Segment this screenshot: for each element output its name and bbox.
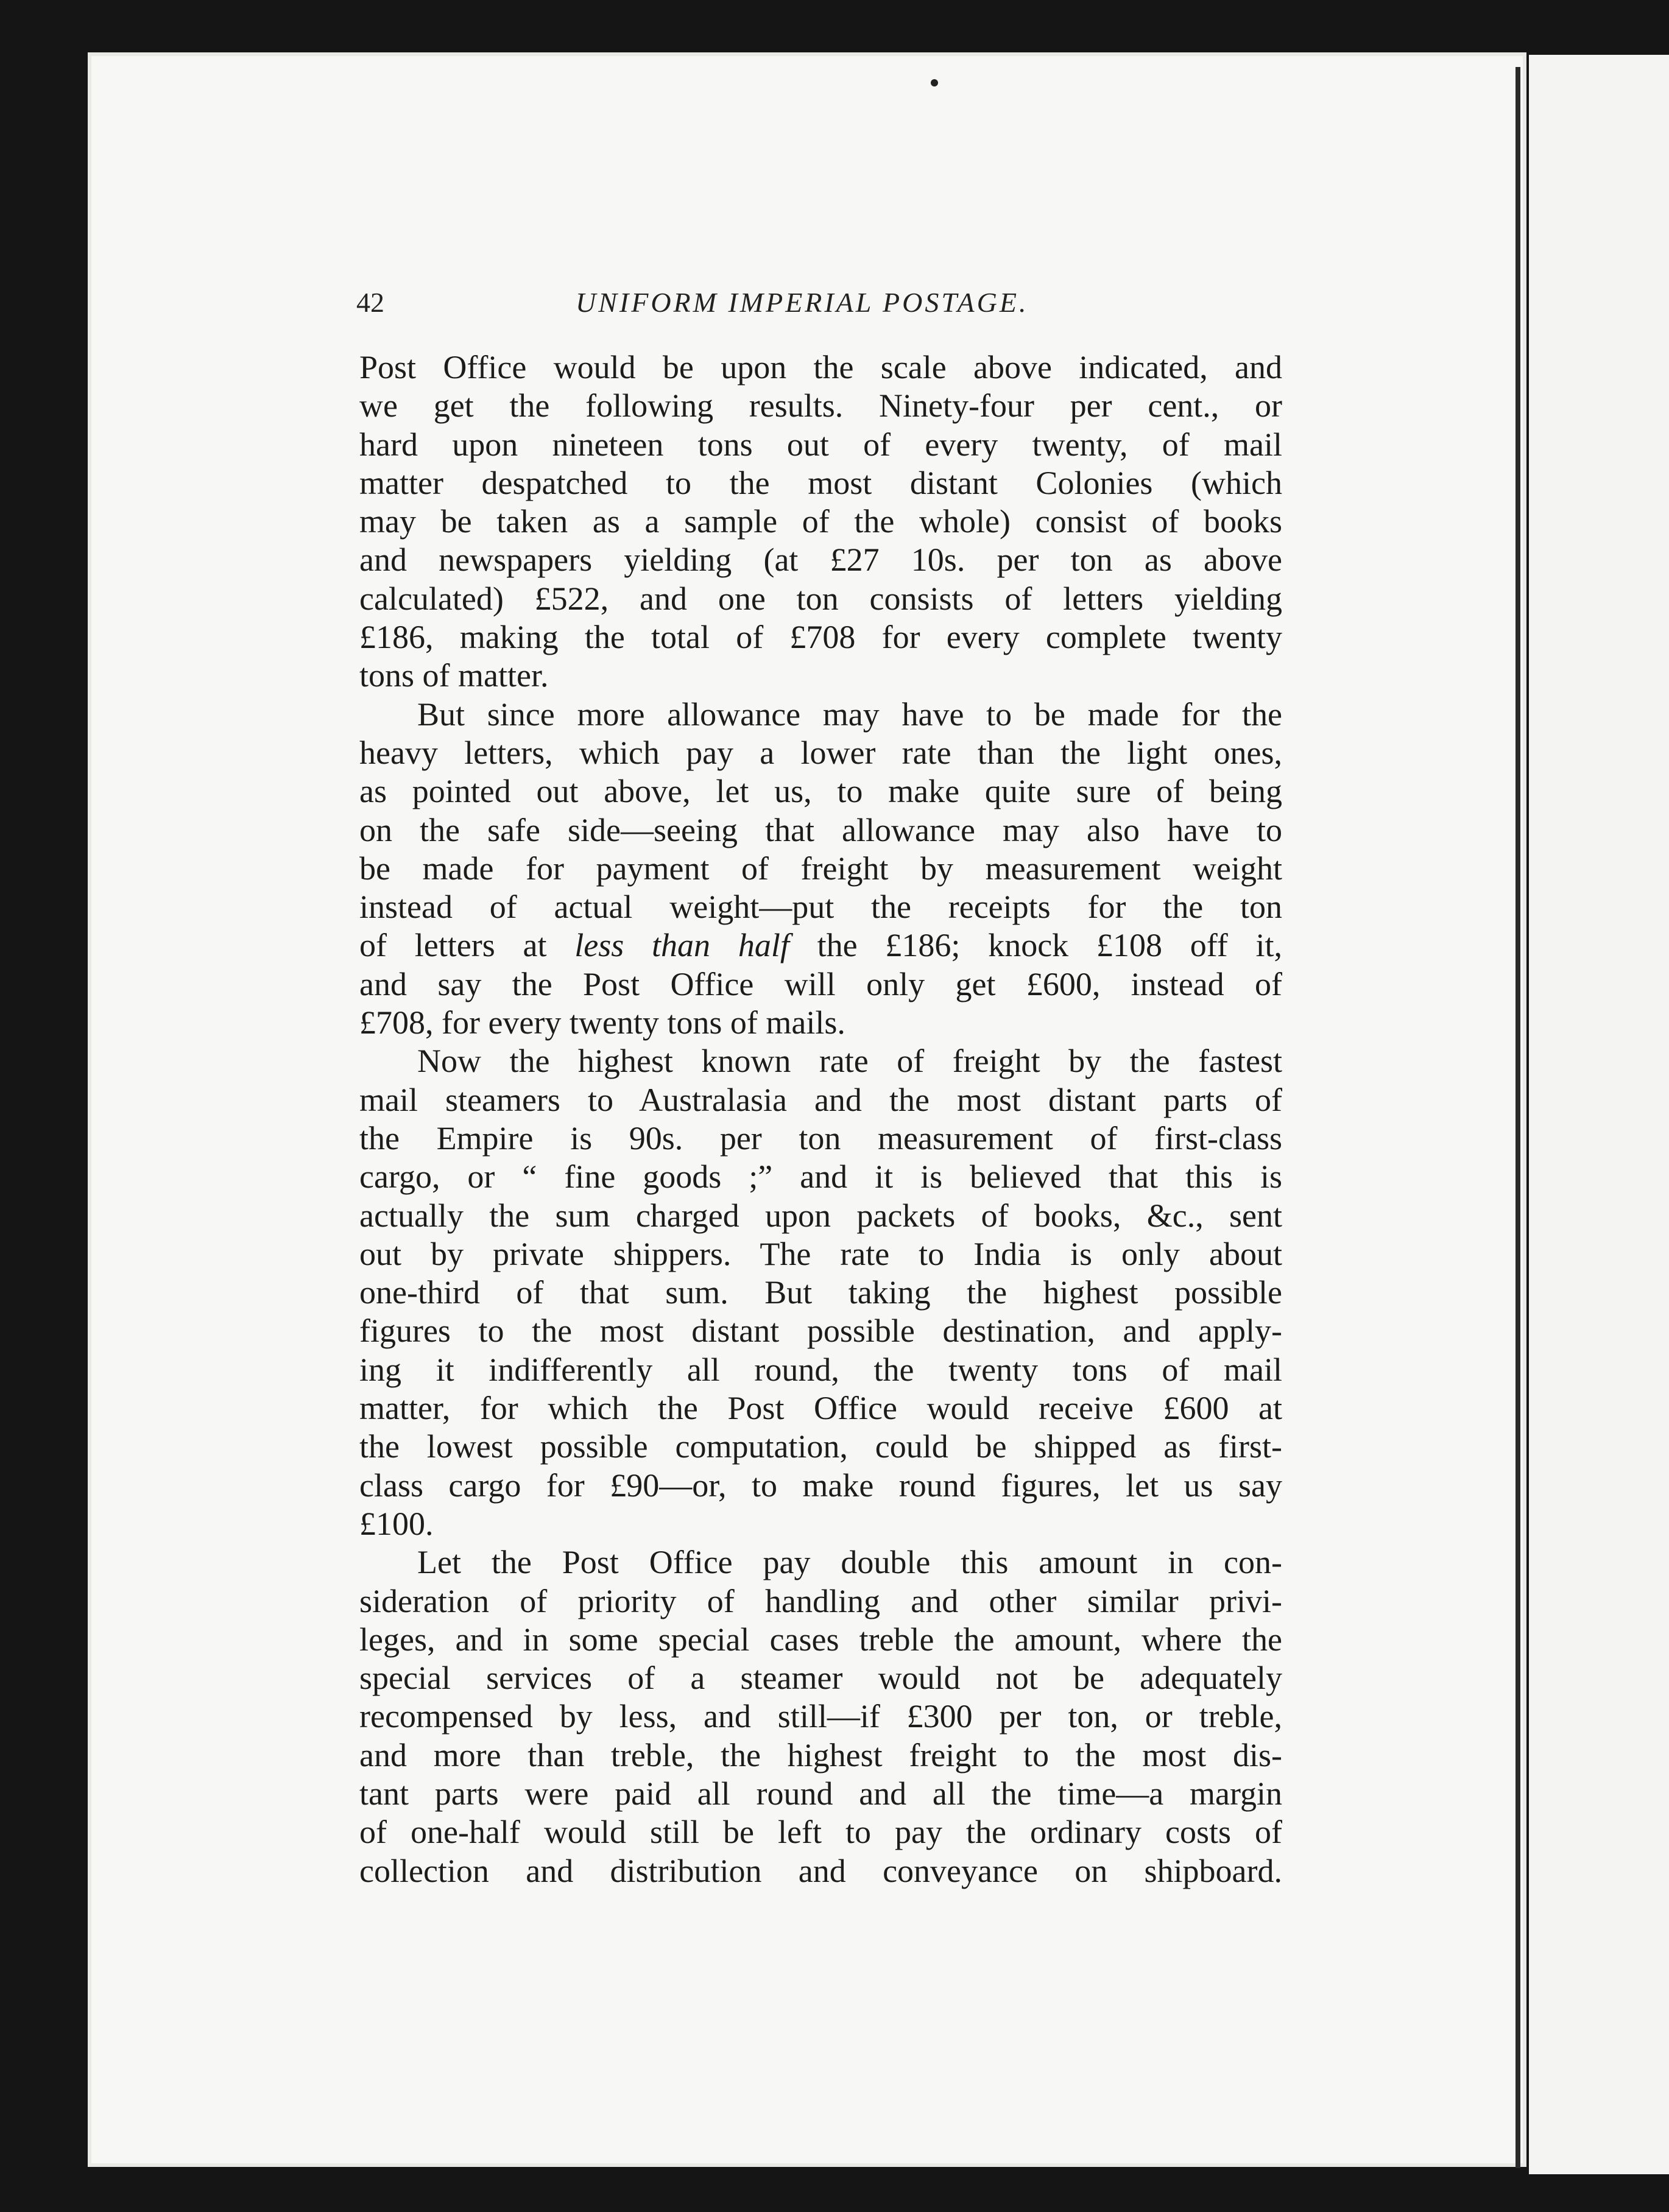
text-fragment: of letters at bbox=[359, 927, 547, 964]
ink-speck bbox=[931, 79, 938, 86]
text-line: the lowest possible computation, could be shipped as first- bbox=[359, 1428, 1282, 1465]
text-line: special services of a steamer would not be adequately bbox=[359, 1660, 1282, 1697]
text-line: as pointed out above, let us, to make quite sure of being bbox=[359, 773, 1282, 810]
page-gutter-line bbox=[1516, 67, 1520, 2168]
text-line: mail steamers to Australasia and the most distant parts of bbox=[359, 1081, 1282, 1118]
text-line: hard upon nineteen tons out of every twenty, of mail bbox=[359, 426, 1282, 463]
text-line: and newspapers yielding (at £27 10s. per ton as above bbox=[359, 541, 1282, 579]
text-line: sideration of priority of handling and other similar privi- bbox=[359, 1582, 1282, 1619]
text-line: matter despatched to the most distant Colonies (which bbox=[359, 464, 1282, 501]
text-line: of one-half would still be left to pay the ordinary costs of bbox=[359, 1814, 1282, 1851]
text-line: out by private shippers. The rate to India is only about bbox=[359, 1235, 1282, 1272]
text-line: actually the sum charged upon packets of books, &c., sent bbox=[359, 1197, 1282, 1234]
body-text bbox=[359, 348, 1282, 1890]
text-line: may be taken as a sample of the whole) consist of books bbox=[359, 503, 1282, 540]
text-line: £186, making the total of £708 for every complete twenty bbox=[359, 619, 1282, 656]
text-line: on the safe side—seeing that allowance may also have to bbox=[359, 811, 1282, 848]
text-line: Let the Post Office pay double this amount in con- bbox=[417, 1544, 1282, 1581]
text-fragment: the £186; knock £108 off it, bbox=[817, 927, 1283, 964]
text-line: one-third of that sum. But taking the highest possible bbox=[359, 1274, 1282, 1311]
text-line: heavy letters, which pay a lower rate than the light ones, bbox=[359, 734, 1282, 771]
text-line: £708, for every twenty tons of mails. bbox=[359, 1004, 845, 1041]
text-line: class cargo for £90—or, to make round figures, let us say bbox=[359, 1467, 1282, 1504]
italic-phrase: less than half bbox=[574, 927, 789, 964]
text-line: But since more allowance may have to be made for the bbox=[417, 696, 1282, 733]
text-line: we get the following results. Ninety-four per cent., or bbox=[359, 387, 1282, 424]
text-line: and more than treble, the highest freight to the most dis- bbox=[359, 1736, 1282, 1773]
page-header bbox=[356, 286, 1282, 329]
text-line-with-italic bbox=[359, 926, 1282, 965]
text-line: recompensed by less, and still—if £300 per ton, or treble, bbox=[359, 1698, 1282, 1735]
text-line: £100. bbox=[359, 1505, 434, 1542]
text-line: tons of matter. bbox=[359, 657, 549, 694]
paragraph-3 bbox=[359, 1042, 1282, 1543]
text-line: figures to the most distant possible destination, and apply- bbox=[359, 1312, 1282, 1350]
text-line: the Empire is 90s. per ton measurement of first-class bbox=[359, 1119, 1282, 1157]
adjacent-page-edge bbox=[1529, 55, 1669, 2174]
page-number: 42 bbox=[356, 287, 384, 318]
text-line: Now the highest known rate of freight by the fastest bbox=[417, 1043, 1282, 1080]
text-line: collection and distribution and conveyance on shipboard. bbox=[359, 1852, 1282, 1889]
text-line: ing it indifferently all round, the twenty tons of mail bbox=[359, 1351, 1282, 1388]
text-line: tant parts were paid all round and all the time—a margin bbox=[359, 1775, 1282, 1812]
paragraph-1 bbox=[359, 348, 1282, 696]
text-line: Post Office would be upon the scale above indicated, and bbox=[359, 349, 1282, 386]
text-line: matter, for which the Post Office would receive £600 at bbox=[359, 1390, 1282, 1427]
text-line: and say the Post Office will only get £600, instead of bbox=[359, 965, 1282, 1002]
running-head: UNIFORM IMPERIAL POSTAGE. bbox=[576, 287, 1029, 318]
paragraph-2 bbox=[359, 696, 1282, 1043]
text-line: cargo, or “ fine goods ;” and it is believed that this is bbox=[359, 1158, 1282, 1196]
text-line: calculated) £522, and one ton consists of letters yielding bbox=[359, 580, 1282, 617]
text-line: instead of actual weight—put the receipts for the ton bbox=[359, 889, 1282, 926]
paragraph-4 bbox=[359, 1543, 1282, 1890]
text-line: be made for payment of freight by measurement weight bbox=[359, 850, 1282, 887]
text-line: leges, and in some special cases treble the amount, where the bbox=[359, 1621, 1282, 1658]
